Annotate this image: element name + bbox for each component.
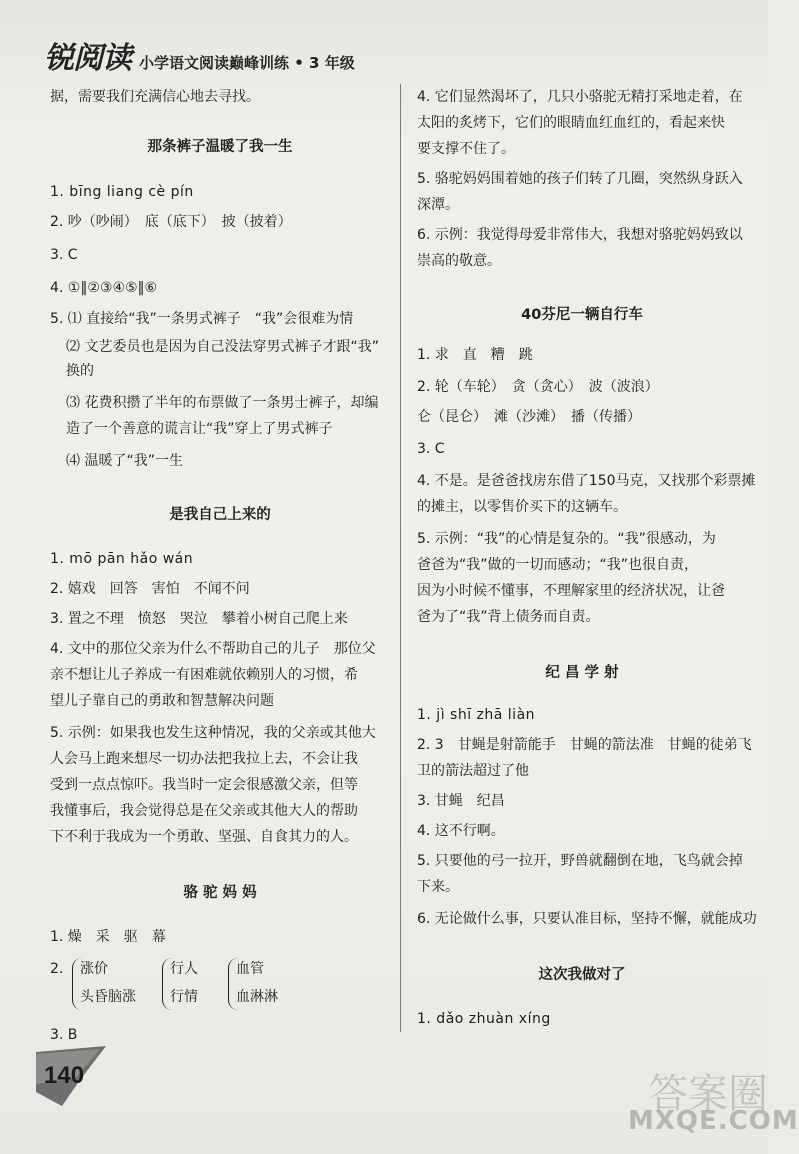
answer-line: 爸为了“我”背上债务而自责。 — [417, 609, 600, 625]
answer-line: 仑（昆仑） 滩（沙滩） 播（传播） — [417, 409, 641, 425]
answer-line: 受到一点点惊吓。我当时一定会很感激父亲，但等 — [50, 777, 358, 793]
section-title: 那条裤子温暖了我一生 — [147, 139, 293, 155]
answer-line: 4. 这不行啊。 — [417, 823, 505, 839]
answer-line: ⑵ 文艺委员也是因为自己没法穿男式裤子才跟“我” — [66, 339, 379, 355]
answer-line: 4. 它们显然渴坏了，几只小骆驼无精打采地走着，在 — [417, 89, 743, 105]
answer-line: 深潭。 — [417, 197, 459, 213]
answer-line: 2. 嬉戏 回答 害怕 不闻不问 — [50, 581, 250, 597]
answer-line: 换的 — [66, 363, 94, 379]
section-title: 是我自己上来的 — [169, 507, 271, 523]
word-top: 血管 — [236, 961, 264, 977]
answer-number: 2. — [50, 961, 64, 977]
word-top: 行人 — [170, 961, 198, 977]
answer-line: 望儿子靠自己的勇敢和智慧解决问题 — [50, 693, 274, 709]
answer-line: 2. 3 甘蝇是射箭能手 甘蝇的箭法准 甘蝇的徒弟飞 — [417, 737, 752, 753]
answer-line: 1. 燥 采 驱 幕 — [50, 929, 166, 945]
answer-line: 爸爸为“我”做的一切而感动；“我”也很自责， — [417, 557, 699, 573]
answer-line: 5. 示例：如果我也发生这种情况，我的父亲或其他大 — [50, 725, 376, 741]
word-bottom: 头昏脑涨 — [80, 989, 136, 1005]
answer-line: 造了一个善意的谎言让“我”穿上了男式裤子 — [66, 421, 333, 437]
answer-line: 崇高的敬意。 — [417, 253, 501, 269]
page-number-badge — [36, 1040, 116, 1110]
word-bottom: 行情 — [170, 989, 198, 1005]
answer-line: 4. 不是。是爸爸找房东借了150马克，又找那个彩票摊 — [417, 473, 756, 489]
answer-line: 5. 只要他的弓一拉开，野兽就翻倒在地，飞鸟就会掉 — [417, 853, 743, 869]
answer-line: 1. jì shī zhā liàn — [417, 707, 536, 723]
answer-line: 下不利于我成为一个勇敢、坚强、自食其力的人。 — [50, 829, 358, 845]
series-title: 小学语文阅读巅峰训练 • 3 年级 — [139, 54, 355, 72]
answer-line: 2. 轮（车轮） 贪（贪心） 波（波浪） — [417, 379, 659, 395]
answer-line: 6. 无论做什么事，只要认准目标，坚持不懈，就能成功 — [417, 911, 757, 927]
section-title: 40芬尼一辆自行车 — [521, 307, 643, 323]
section-title: 骆 驼 妈 妈 — [183, 885, 257, 901]
watermark-logo: 答案圈 — [648, 1071, 768, 1117]
answer-line: 我懂事后，我会觉得总是在父亲或其他大人的帮助 — [50, 803, 358, 819]
answer-line: 要支撑不住了。 — [417, 141, 515, 157]
watermark-text: MXQE.COM — [628, 1106, 799, 1136]
answer-line: 6. 示例：我觉得母爱非常伟大，我想对骆驼妈妈致以 — [417, 227, 743, 243]
answer-line: 亲不想让儿子养成一有困难就依赖别人的习惯，希 — [50, 667, 358, 683]
word-group-answer — [50, 956, 380, 1012]
answer-line: 下来。 — [417, 879, 459, 895]
answer-line: 人会马上跑来想尽一切办法把我拉上去，不会让我 — [50, 751, 358, 767]
page-number: 140 — [44, 1062, 85, 1089]
answer-line: 太阳的炙烤下，它们的眼睛血红血红的，看起来快 — [417, 115, 725, 131]
answer-line: 1. 求 直 糟 跳 — [417, 347, 533, 363]
section-title: 这次我做对了 — [538, 967, 626, 983]
answer-line: 3. 置之不理 愤怒 哭泣 攀着小树自己爬上来 — [50, 611, 348, 627]
answer-line: ⑷ 温暖了“我”一生 — [66, 453, 183, 469]
series-logo: 锐阅读 — [44, 41, 131, 76]
answer-line: 3. 甘蝇 纪昌 — [417, 793, 505, 809]
answer-line: 2. 吵（吵闹） 底（底下） 披（披着） — [50, 214, 292, 230]
section-title: 纪 昌 学 射 — [545, 665, 619, 681]
answer-line: 4. ①‖②③④⑤‖⑥ — [50, 280, 158, 296]
answer-line: 的摊主，以零售价买下的这辆车。 — [417, 499, 627, 515]
answer-line: 5. 骆驼妈妈围着她的孩子们转了几圈，突然纵身跃入 — [417, 171, 743, 187]
intro-line: 据，需要我们充满信心地去寻找。 — [50, 89, 260, 105]
answer-line: ⑶ 花费积攒了半年的布票做了一条男士裤子，却编 — [66, 395, 379, 411]
answer-line: 1. mō pān hǎo wán — [50, 551, 194, 567]
answer-line: 4. 文中的那位父亲为什么不帮助自己的儿子 那位父 — [50, 641, 376, 657]
answer-line: 5. 示例：“我”的心情是复杂的。“我”很感动，为 — [417, 531, 716, 547]
column-divider — [400, 84, 401, 1032]
answer-line: 1. dǎo zhuàn xíng — [417, 1011, 551, 1027]
word-top: 涨价 — [80, 961, 108, 977]
answer-line: 卫的箭法超过了他 — [417, 763, 529, 779]
word-bottom: 血淋淋 — [236, 989, 278, 1005]
page-header — [44, 36, 355, 76]
answer-line: 因为小时候不懂事，不理解家里的经济状况，让爸 — [417, 583, 725, 599]
answer-line: 3. C — [417, 441, 445, 457]
answer-line: 5. ⑴ 直接给“我”一条男式裤子 “我”会很难为情 — [50, 311, 354, 327]
answer-line: 1. bīng liang cè pín — [50, 184, 194, 200]
answer-line: 3. B — [50, 1027, 78, 1043]
answer-line: 3. C — [50, 247, 78, 263]
